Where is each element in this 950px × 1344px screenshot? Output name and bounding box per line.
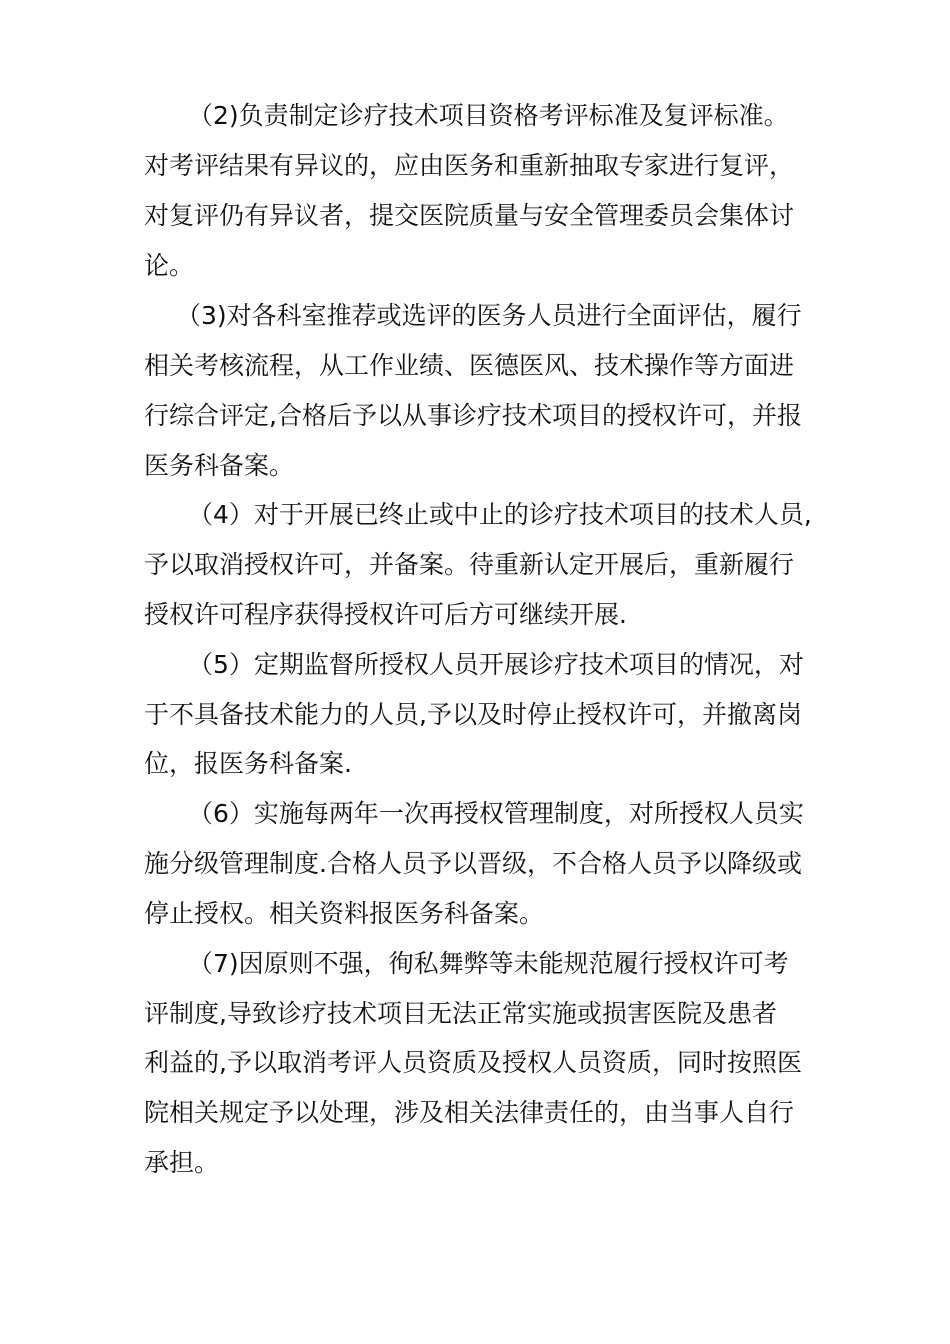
paragraph-3-line-4: 医务科备案。 bbox=[144, 451, 295, 480]
paragraph-7-line-2: 评制度,导致诊疗技术项目无法正常实施或损害医院及患者 bbox=[144, 999, 777, 1028]
paragraph-3-line-3: 行综合评定,合格后予以从事诊疗技术项目的授权许可，并报 bbox=[144, 401, 802, 430]
paragraph-4-line-2: 予以取消授权许可，并备案。待重新认定开展后，重新履行 bbox=[144, 550, 795, 579]
paragraph-3-line-2: 相关考核流程，从工作业绩、医德医风、技术操作等方面进 bbox=[144, 351, 795, 380]
paragraph-5-line-3: 位，报医务科备案. bbox=[144, 749, 352, 778]
paragraph-5-line-1: （5）定期监督所授权人员开展诊疗技术项目的情况，对 bbox=[188, 650, 804, 679]
paragraph-5-line-2: 于不具备技术能力的人员,予以及时停止授权许可，并撤离岗 bbox=[144, 700, 802, 729]
paragraph-7-line-5: 承担。 bbox=[144, 1148, 220, 1177]
paragraph-6-line-1: （6）实施每两年一次再授权管理制度，对所授权人员实 bbox=[188, 799, 804, 828]
paragraph-4-line-3: 授权许可程序获得授权许可后方可继续开展. bbox=[144, 600, 627, 629]
paragraph-2-line-3: 对复评仍有异议者，提交医院质量与安全管理委员会集体讨 bbox=[144, 201, 795, 230]
paragraph-7-line-3: 利益的,予以取消考评人员资质及授权人员资质，同时按照医 bbox=[144, 1048, 802, 1077]
paragraph-6-line-2: 施分级管理制度.合格人员予以晋级，不合格人员予以降级或 bbox=[144, 849, 802, 878]
paragraph-6-line-3: 停止授权。相关资料报医务科备案。 bbox=[144, 899, 545, 928]
paragraph-2-line-4: 论。 bbox=[144, 251, 195, 280]
paragraph-4-line-1: （4）对于开展已终止或中止的诊疗技术项目的技术人员, bbox=[188, 500, 812, 529]
paragraph-7-line-4: 院相关规定予以处理，涉及相关法律责任的，由当事人自行 bbox=[144, 1098, 795, 1127]
paragraph-2-line-1: （2)负责制定诊疗技术项目资格考评标准及复评标准。 bbox=[188, 101, 789, 130]
paragraph-2-line-2: 对考评结果有异议的，应由医务和重新抽取专家进行复评， bbox=[144, 151, 795, 180]
paragraph-7-line-1: （7)因原则不强，徇私舞弊等未能规范履行授权许可考 bbox=[188, 949, 789, 978]
paragraph-3-line-1: （3)对各科室推荐或选评的医务人员进行全面评估，履行 bbox=[176, 301, 802, 330]
